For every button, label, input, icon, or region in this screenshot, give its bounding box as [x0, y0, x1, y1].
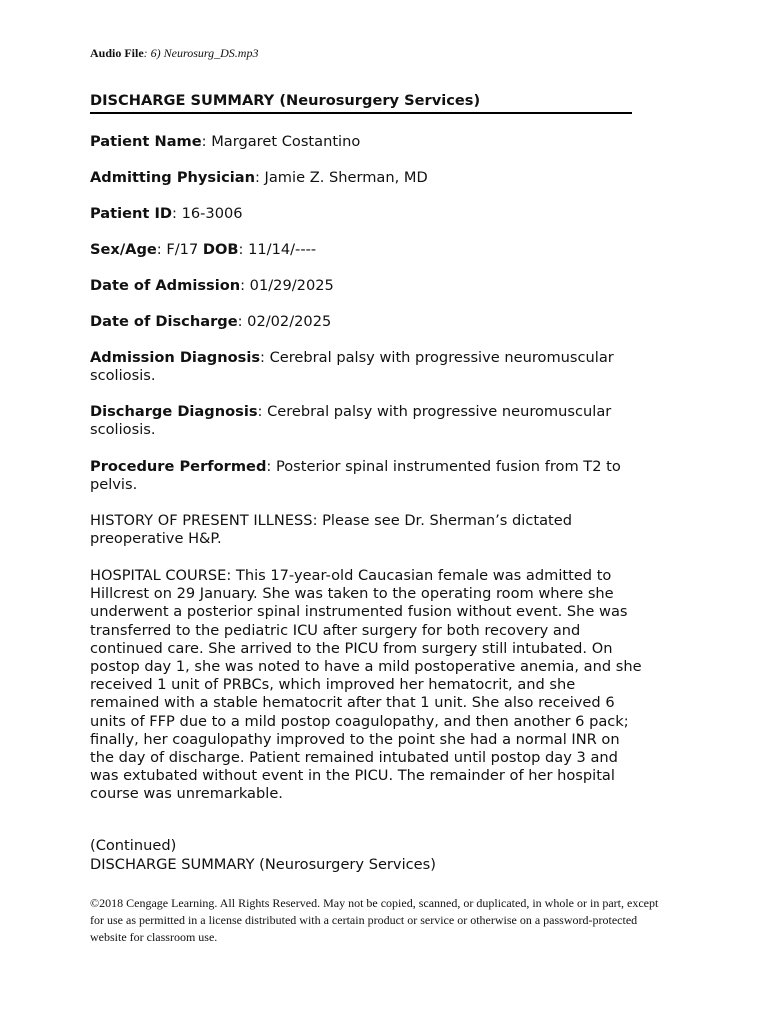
date-of-admission-field	[90, 277, 650, 295]
admitting-physician-label: Admitting Physician	[90, 169, 255, 186]
discharge-diagnosis-value: : Cerebral palsy with progressive neuromuscular scoliosis.	[90, 403, 612, 439]
audio-file-label: Audio File	[90, 46, 144, 60]
discharge-diagnosis-field	[90, 403, 650, 439]
date-of-admission-value: : 01/29/2025	[240, 277, 334, 294]
discharge-diagnosis-label: Discharge Diagnosis	[90, 403, 258, 420]
admission-diagnosis-field	[90, 349, 650, 385]
patient-name-value: : Margaret Costantino	[201, 133, 361, 150]
date-of-admission-label: Date of Admission	[90, 277, 241, 294]
patient-name-label: Patient Name	[90, 133, 202, 150]
patient-name-field	[90, 133, 650, 151]
date-of-discharge-field	[90, 313, 650, 331]
sex-age-label: Sex/Age	[90, 241, 157, 258]
continued-title: DISCHARGE SUMMARY (Neurosurgery Services)	[90, 856, 436, 873]
date-of-discharge-label: Date of Discharge	[90, 313, 238, 330]
admitting-physician-field	[90, 169, 650, 187]
patient-id-field	[90, 205, 650, 223]
admission-diagnosis-label: Admission Diagnosis	[90, 349, 261, 366]
document-title: DISCHARGE SUMMARY (Neurosurgery Services)	[90, 92, 632, 114]
sex-age-value: : F/17	[156, 241, 203, 258]
copyright-footer: ©2018 Cengage Learning. All Rights Reserved. May not be copied, scanned, or duplicated, in whole or in part, except for use as permitted in a license distributed with a certain product or service or otherwise on a password-protected website for classroom use.	[90, 896, 659, 944]
audio-file-line	[90, 46, 258, 61]
procedure-performed-label: Procedure Performed	[90, 458, 267, 475]
dob-value: : 11/14/----	[238, 241, 317, 258]
continued-label: (Continued)	[90, 837, 177, 854]
sex-age-field	[90, 241, 650, 259]
admitting-physician-value: : Jamie Z. Sherman, MD	[255, 169, 428, 186]
date-of-discharge-value: : 02/02/2025	[237, 313, 332, 330]
procedure-performed-field	[90, 458, 650, 494]
admission-diagnosis-value: : Cerebral palsy with progressive neuromuscular scoliosis.	[90, 349, 614, 385]
patient-id-value: : 16-3006	[172, 205, 243, 222]
hospital-course: HOSPITAL COURSE: This 17-year-old Caucasian female was admitted to Hillcrest on 29 January. She was taken to the operating room where she underwent a posterior spinal instrumented fusion without event. She was transferred to the pediatric ICU after surgery for both recovery and continued care. She arrived to the PICU from surgery still intubated. On postop day 1, she was noted to have a mild postoperative anemia, and she received 1 unit of PRBCs, which improved her hematocrit, and she remained with a stable hematocrit after that 1 unit. She also received 6 units of FFP due to a mild postop coagulopathy, and then another 6 pack; finally, her coagulopathy improved to the point she had a normal INR on the day of discharge. Patient remained intubated until postop day 3 and was extubated without event in the PICU. The remainder of her hospital course was unremarkable.	[90, 567, 642, 803]
patient-id-label: Patient ID	[90, 205, 173, 222]
procedure-performed-value: : Posterior spinal instrumented fusion from T2 to pelvis.	[90, 458, 621, 494]
history-of-present-illness: HISTORY OF PRESENT ILLNESS: Please see Dr. Sherman’s dictated preoperative H&P.	[90, 512, 572, 548]
dob-label: DOB	[202, 241, 239, 258]
audio-file-value: : 6) Neurosurg_DS.mp3	[143, 46, 259, 60]
